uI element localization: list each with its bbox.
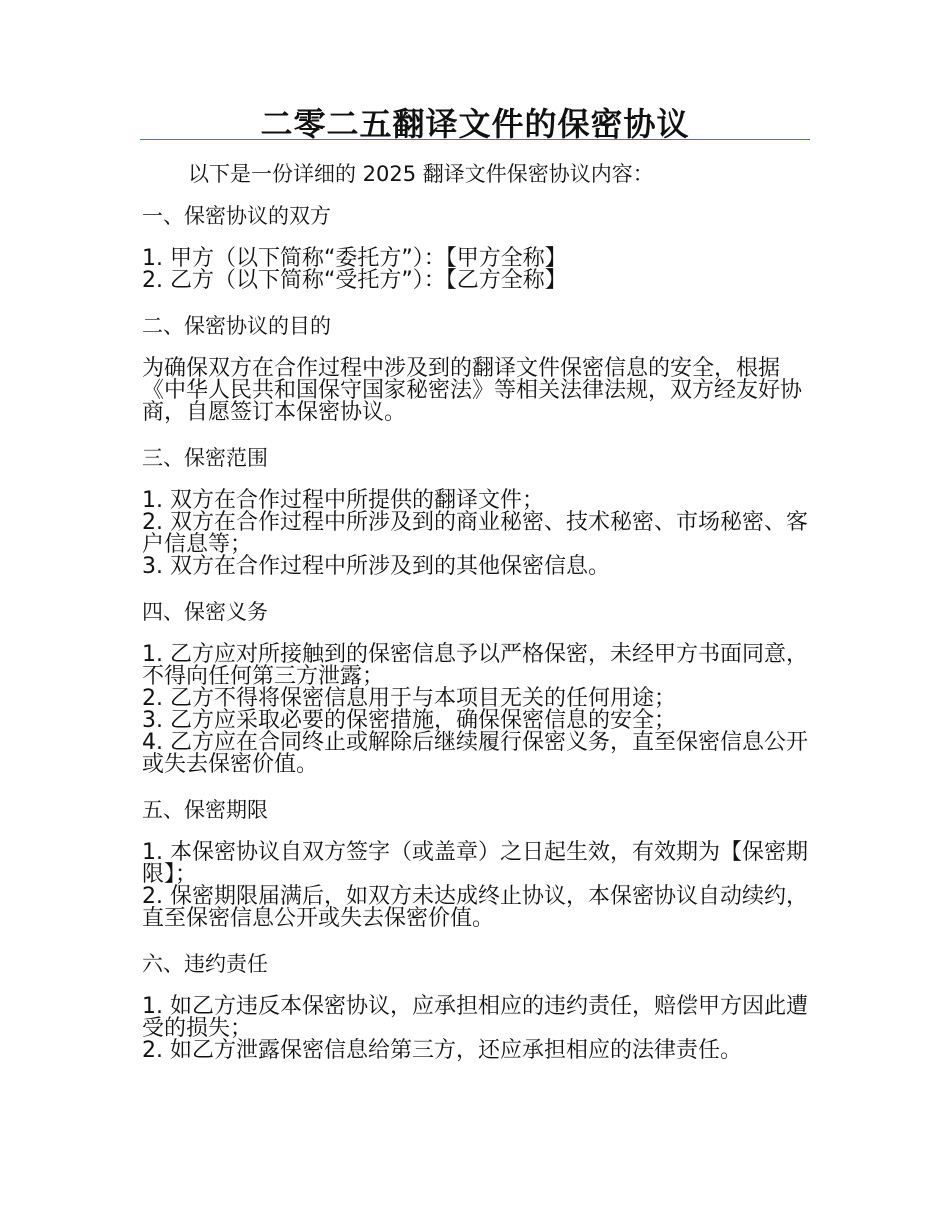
section-heading: 二、保密协议的目的: [142, 314, 331, 338]
paragraph: 2. 乙方（以下简称“受托方”）：【乙方全称】: [142, 268, 567, 293]
paragraph: 2. 乙方不得将保密信息用于与本项目无关的任何用途；: [142, 686, 676, 711]
section-body: [142, 490, 808, 578]
section-scope: [142, 444, 808, 578]
section-purpose: [142, 312, 808, 424]
section-body: [142, 358, 808, 424]
section-obligations: [142, 598, 808, 776]
section-parties: [142, 202, 808, 292]
section-body: [142, 996, 808, 1062]
section-body: [142, 644, 808, 776]
section-body: [142, 842, 808, 930]
paragraph: 2. 保密期限届满后，如双方未达成终止协议，本保密协议自动续约，直至保密信息公开或失去保密价值。: [142, 884, 808, 931]
section-heading: 四、保密义务: [142, 600, 268, 624]
paragraph: 1. 本保密协议自双方签字（或盖章）之日起生效，有效期为【保密期限】；: [142, 840, 808, 887]
paragraph: 为确保双方在合作过程中涉及到的翻译文件保密信息的安全，根据《中华人民共和国保守国家秘密法》等相关法律法规，双方经友好协商，自愿签订本保密协议。: [142, 356, 803, 425]
paragraph: 4. 乙方应在合同终止或解除后继续履行保密义务，直至保密信息公开或失去保密价值。: [142, 730, 808, 777]
title-underline: [140, 139, 810, 140]
intro-paragraph: 以下是一份详细的 2025 翻译文件保密协议内容：: [188, 162, 654, 186]
document-body: [142, 150, 808, 1082]
paragraph: 1. 乙方应对所接触到的保密信息予以严格保密，未经甲方书面同意，不得向任何第三方泄露；: [142, 642, 808, 689]
paragraph: 1. 如乙方违反本保密协议，应承担相应的违约责任，赔偿甲方因此遭受的损失；: [142, 994, 808, 1041]
section-heading: 一、保密协议的双方: [142, 204, 331, 228]
section-term: [142, 796, 808, 930]
section-heading: 五、保密期限: [142, 798, 268, 822]
section-body: [142, 248, 808, 292]
paragraph: 3. 双方在合作过程中所涉及到的其他保密信息。: [142, 554, 610, 579]
document-title: 二零二五翻译文件的保密协议: [260, 105, 690, 143]
paragraph: 3. 乙方应采取必要的保密措施，确保保密信息的安全；: [142, 708, 676, 733]
paragraph: 1. 双方在合作过程中所提供的翻译文件；: [142, 488, 544, 513]
section-heading: 三、保密范围: [142, 446, 268, 470]
paragraph: 2. 双方在合作过程中所涉及到的商业秘密、技术秘密、市场秘密、客户信息等；: [142, 510, 808, 557]
section-liability: [142, 950, 808, 1062]
section-heading: 六、违约责任: [142, 952, 268, 976]
paragraph: 2. 如乙方泄露保密信息给第三方，还应承担相应的法律责任。: [142, 1038, 742, 1063]
paragraph: 1. 甲方（以下简称“委托方”）：【甲方全称】: [142, 246, 567, 271]
